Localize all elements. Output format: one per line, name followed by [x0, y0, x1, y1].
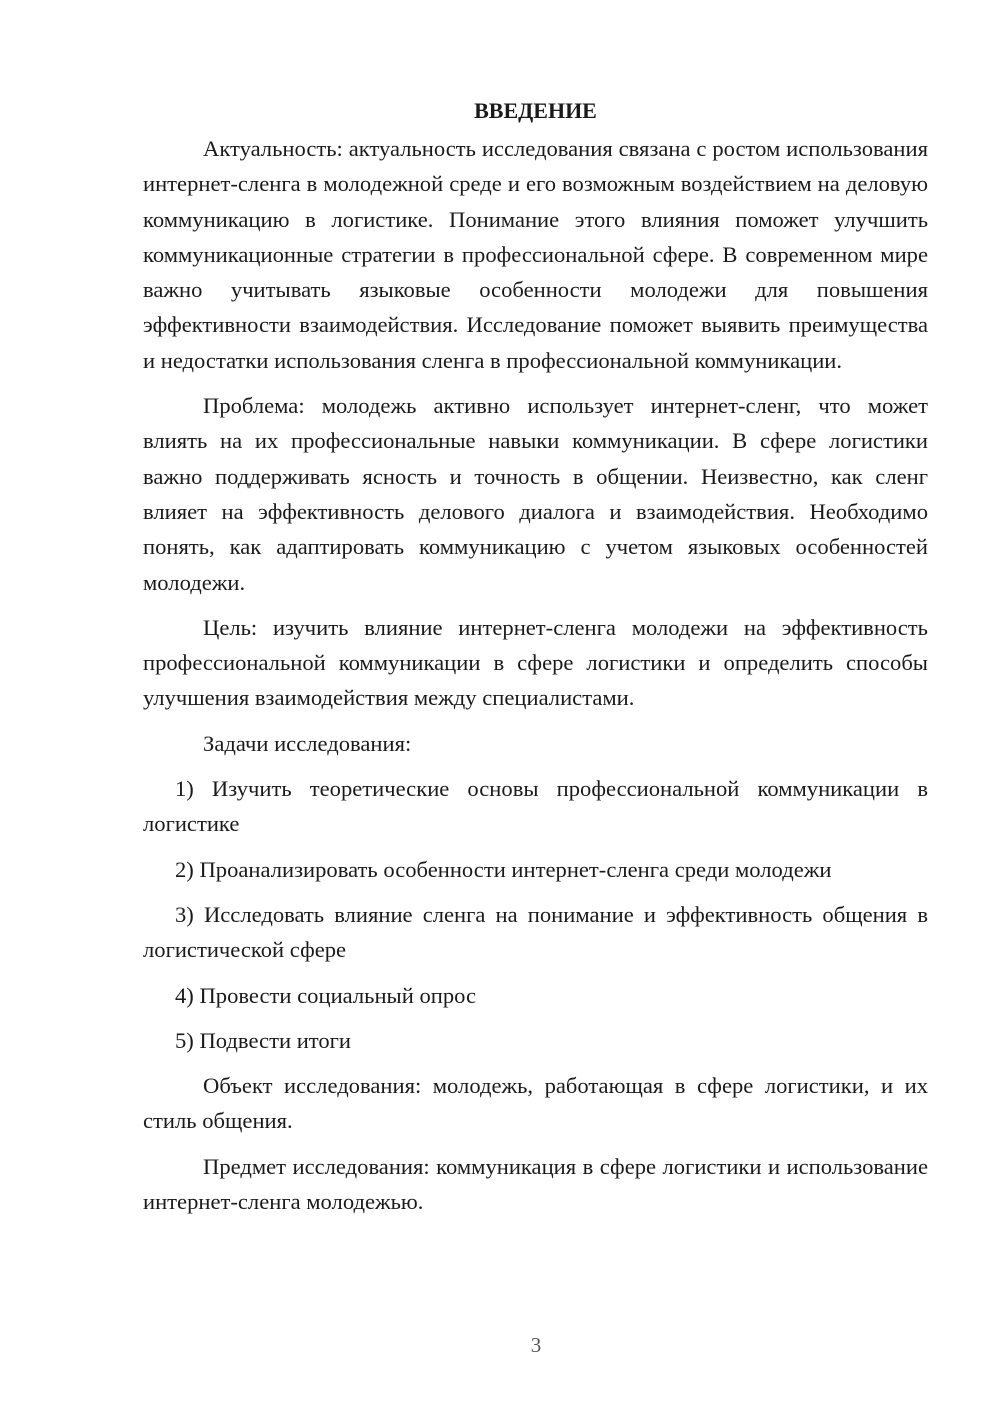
task-item-3: 3) Исследовать влияние сленга на понимание и эффективность общения в логистической сфере — [143, 901, 928, 963]
paragraph-relevance: Актуальность: актуальность исследования связана с ростом использования интернет-сленга в молодежной среде и его возможным воздействием на деловую коммуникацию в логистике. Понимание этого влияния поможет улучшить коммуникационные стратегии в профессиональной сфере. В современном мире важно учитывать языковые особенности молодежи для повышения эффективности взаимодействия. Исследование поможет выявить преимущества и недостатки использования сленга в профессиональной коммуникации. — [143, 136, 928, 373]
task-item-5: 5) Подвести итоги — [175, 1027, 352, 1053]
task-item-2: 2) Проанализировать особенности интернет-сленга среди молодежи — [175, 856, 832, 882]
section-title: ВВЕДЕНИЕ — [474, 98, 597, 123]
paragraph-object: Объект исследования: молодежь, работающая в сфере логистики, и их стиль общения. — [143, 1073, 928, 1134]
task-item-4: 4) Провести социальный опрос — [175, 982, 477, 1008]
paragraph-goal: Цель: изучить влияние интернет-сленга молодежи на эффективность профессиональной коммуникации в сфере логистики и определить способы улучшения взаимодействия между специалистами. — [143, 614, 928, 711]
page-number: 3 — [530, 1333, 542, 1357]
paragraph-tasks-heading: Задачи исследования: — [203, 730, 412, 756]
paragraph-problem: Проблема: молодежь активно использует интернет-сленг, что может влиять на их профессиональные навыки коммуникации. В сфере логистики важно поддерживать ясность и точность в общении. Неизвестно, как сленг влияет на эффективность делового диалога и взаимодействия. Необходимо понять, как адаптировать коммуникацию с учетом языковых особенностей молодежи. — [143, 393, 928, 595]
document-body — [143, 95, 928, 1229]
task-item-1: 1) Изучить теоретические основы профессиональной коммуникации в логистике — [143, 776, 928, 837]
paragraph-subject: Предмет исследования: коммуникация в сфере логистики и использование интернет-сленга молодежью. — [143, 1153, 928, 1215]
